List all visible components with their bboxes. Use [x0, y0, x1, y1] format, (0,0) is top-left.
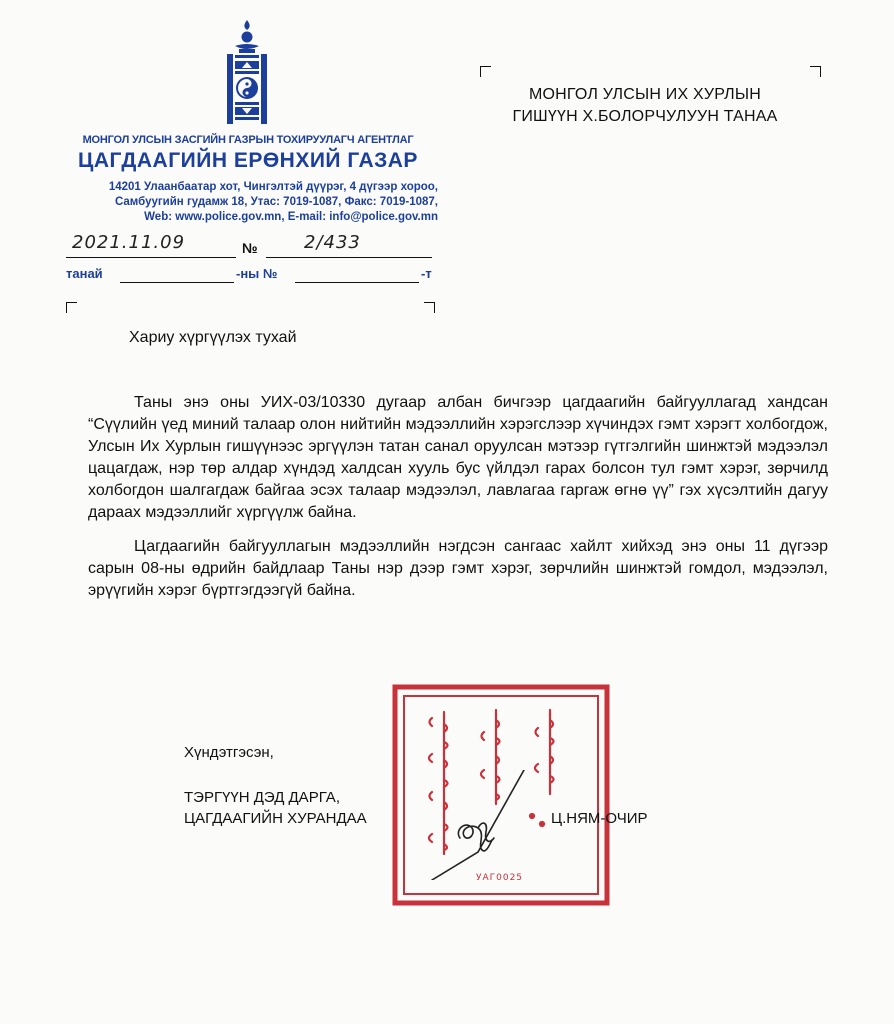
- signer-rank: ЦАГДААГИЙН ХУРАНДАА: [184, 810, 367, 827]
- letter-number: 2/433: [304, 232, 361, 253]
- handwritten-signature: [420, 770, 550, 880]
- agency-parent-name: МОНГОЛ УЛСЫН ЗАСГИЙН ГАЗРЫН ТОХИРУУЛАГЧ АГЕНТЛАГ: [82, 134, 414, 146]
- agency-address: [58, 180, 438, 225]
- signer-name: Ц.НЯМ-ОЧИР: [551, 810, 648, 827]
- number-label: №: [242, 240, 258, 256]
- date-underline: [66, 257, 236, 258]
- contact-line: Web: www.police.gov.mn, E-mail: info@police.gov.mn: [144, 211, 438, 223]
- signer-position: ТЭРГҮҮН ДЭД ДАРГА,: [184, 789, 340, 806]
- address-line: Самбуугийн гудамж 18, Утас: 7019-1087, Факс: 7019-1087,: [114, 196, 438, 208]
- your-suffix: -т: [421, 266, 432, 281]
- agency-name: ЦАГДААГИЙН ЕРӨНХИЙ ГАЗАР: [78, 149, 418, 172]
- recipient-line: ГИШҮҮН Х.БОЛОРЧУЛУУН ТАНАА: [512, 108, 778, 125]
- letter-subject: Хариу хүргүүлэх тухай: [129, 329, 297, 346]
- corner-bracket: [66, 302, 77, 313]
- recipient-block: [470, 84, 820, 128]
- letter-body: [88, 392, 828, 614]
- recipient-line: МОНГОЛ УЛСЫН ИХ ХУРЛЫН: [528, 86, 761, 103]
- corner-bracket: [810, 66, 821, 77]
- address-line: 14201 Улаанбаатар хот, Чингэлтэй дүүрэг, 4 дүгээр хороо,: [108, 181, 438, 193]
- your-number-underline: [295, 282, 419, 283]
- corner-bracket: [424, 302, 435, 313]
- your-number-label: -ны №: [236, 266, 278, 281]
- letter-date: 2021.11.09: [72, 232, 186, 253]
- body-paragraph: Цагдаагийн байгууллагын мэдээллийн нэгдсэн сангаас хайлт хийхэд энэ оны 11 дүгээр сарын 08-ны өдрийн байдлаар Таны нэр дээр гэмт хэрэг, зөрчлийн шинжтэй гомдол, мэдээлэл, эрүүгийн хэрэг бүртгэгдээгүй байна.: [88, 538, 828, 599]
- your-label: танай: [66, 266, 103, 281]
- corner-bracket: [480, 66, 491, 77]
- your-reference-line: [66, 266, 436, 288]
- soyombo-emblem-icon: [217, 18, 277, 130]
- stamp-code: УАГ0025: [476, 873, 524, 883]
- your-ref-underline: [120, 282, 234, 283]
- closing-phrase: Хүндэтгэсэн,: [184, 744, 274, 761]
- body-paragraph: Таны энэ оны УИХ-03/10330 дугаар албан бичгээр цагдаагийн байгууллагад хандсан “Сүүлийн үед миний талаар олон нийтийн мэдээллийн хэрэгслээр хүчиндэх гэмт хэрэгт холбогдож, Улсын Их Хурлын гишүүнээс эргүүлэн татан санал оруулсан мэтээр гүтгэлгийн шинжтэй мэдээлэл цацагдаж, нэр төр алдар хүндэд халдсан хууль бус үйлдэл гарах болсон тул гэмт хэрэг, зөрчилд холбогдон шалгагдаж байгаа эсэх талаар мэдээлэл, лавлагаа гаргаж өгнө үү” гэх хүсэлтийн дагуу дараах мэдээллийг хүргүүлж байна.: [88, 394, 828, 521]
- registration-line: [66, 232, 436, 262]
- number-underline: [266, 257, 432, 258]
